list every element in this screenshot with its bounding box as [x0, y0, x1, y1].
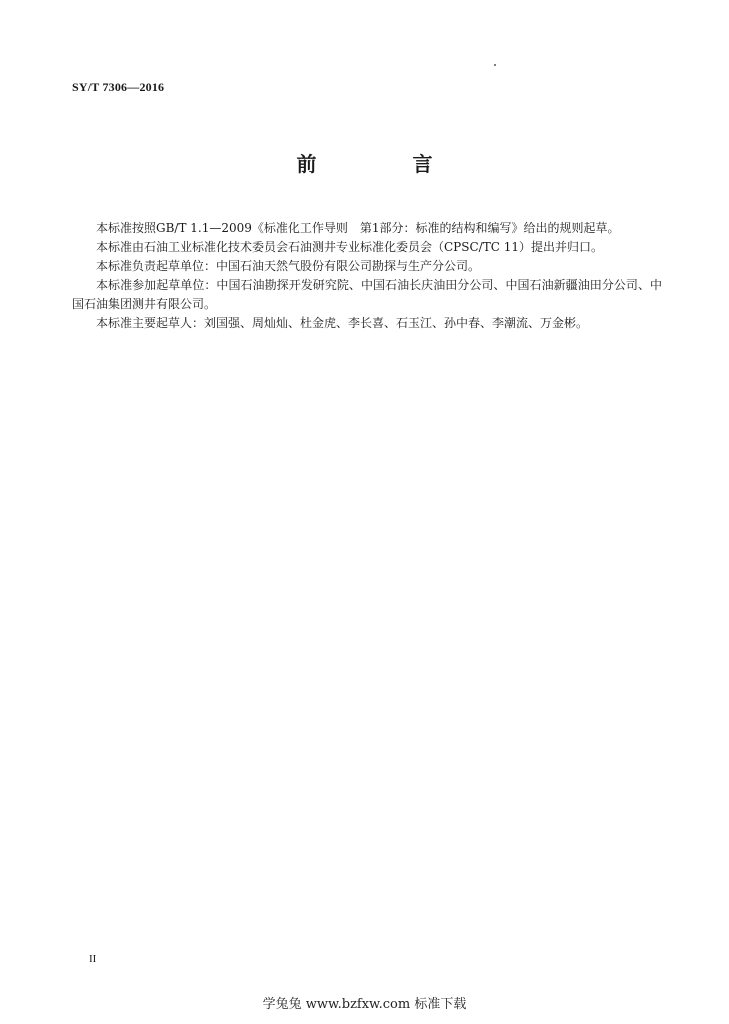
standard-code: SY/T 7306—2016	[72, 80, 165, 94]
page-number: II	[89, 953, 97, 965]
watermark-footer: 学兔兔 www.bzfxw.com 标准下载	[262, 997, 467, 1012]
foreword-body	[72, 219, 662, 333]
scan-speck	[494, 64, 496, 66]
paragraph-drafting-rules: 本标准按照GB/T 1.1—2009《标准化工作导则 第1部分：标准的结构和编写》给出的规则起草。	[96, 221, 620, 235]
paragraph-lead-drafter: 本标准负责起草单位：中国石油天然气股份有限公司勘探与生产分公司。	[96, 259, 481, 273]
paragraph-participating-units: 本标准参加起草单位：中国石油勘探开发研究院、中国石油长庆油田分公司、中国石油新疆油田分公司、中国石油集团测井有限公司。	[72, 278, 662, 311]
page-title: 前 言	[296, 152, 471, 176]
paragraph-main-drafters: 本标准主要起草人：刘国强、周灿灿、杜金虎、李长喜、石玉江、孙中春、李潮流、万金彬。	[96, 316, 589, 330]
paragraph-proposer: 本标准由石油工业标准化技术委员会石油测井专业标准化委员会（CPSC/TC 11）提出并归口。	[96, 240, 603, 254]
